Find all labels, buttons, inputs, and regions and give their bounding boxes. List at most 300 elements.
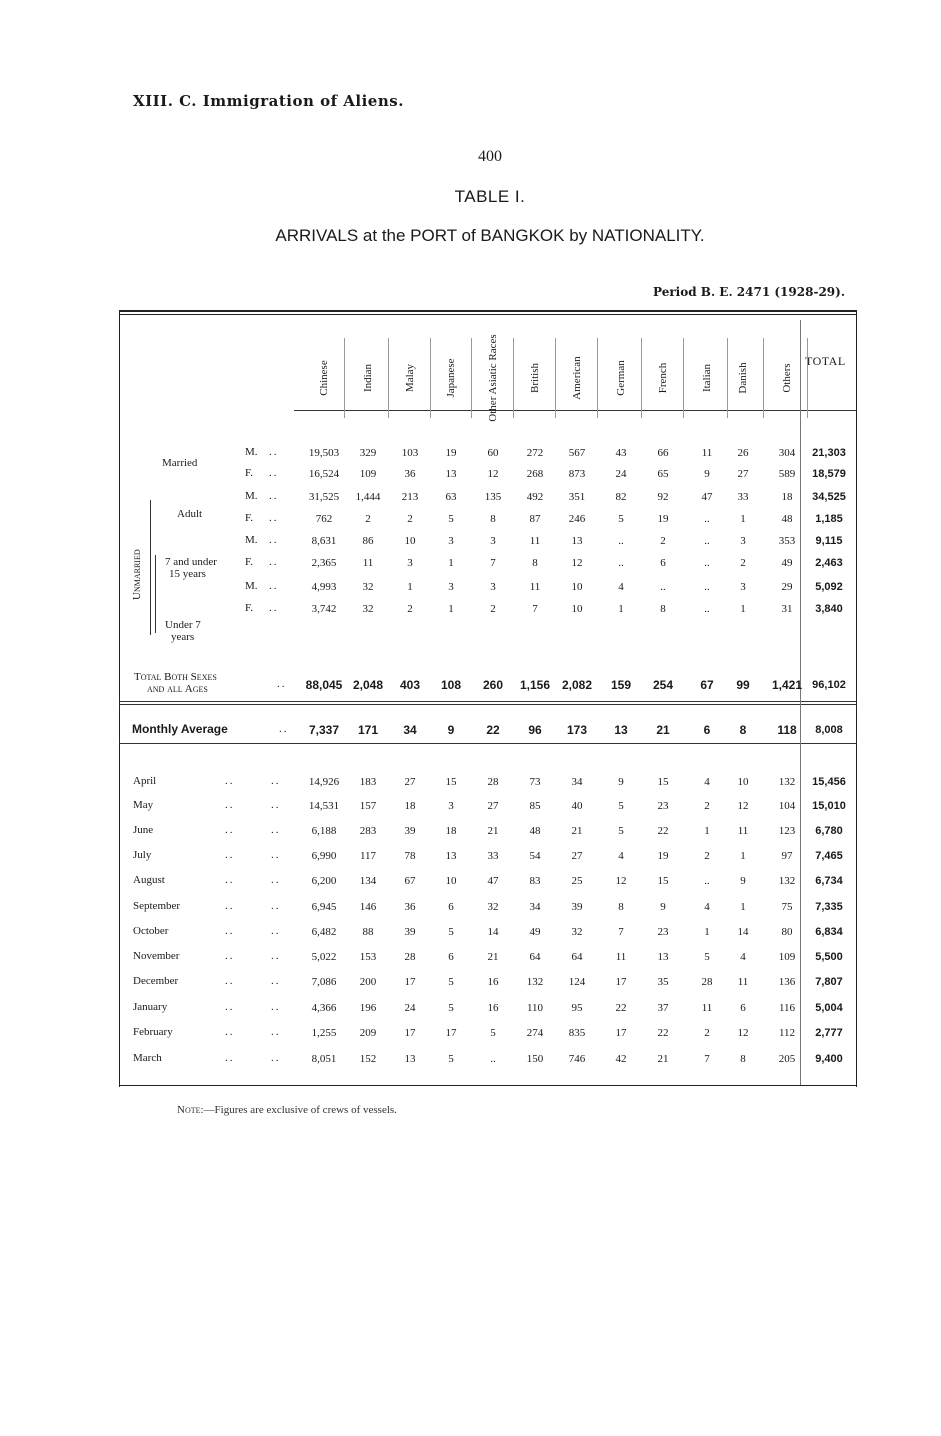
sex-male-label: M. <box>245 490 258 502</box>
table-top-rule <box>119 310 857 312</box>
month-label: March <box>133 1052 162 1064</box>
leader-dots: .. <box>271 849 281 861</box>
leader-dots: .. <box>225 950 235 962</box>
column-header-danish <box>723 350 763 406</box>
month-row-cell: 6 <box>448 951 454 963</box>
breakdown-row-cell: 329 <box>359 447 377 459</box>
month-row-cell: 32 <box>487 901 499 913</box>
breakdown-row-cell: 2 <box>490 603 496 615</box>
month-row-cell: .. <box>704 875 710 887</box>
month-row-cell: 17 <box>404 976 416 988</box>
month-row-cell: 6,482 <box>311 926 337 938</box>
table-subtitle: ARRIVALS at the PORT of BANGKOK by NATIONALITY. <box>275 226 705 245</box>
leader-dots: .. <box>277 678 287 690</box>
header-rule <box>294 410 856 411</box>
breakdown-row-cell: 19 <box>657 513 669 525</box>
month-row-cell: 746 <box>568 1053 586 1065</box>
breakdown-row-cell: 48 <box>781 513 793 525</box>
month-row-cell: 1 <box>704 825 710 837</box>
breakdown-row-cell: 2,365 <box>311 557 337 569</box>
breakdown-row-cell: 3 <box>740 535 746 547</box>
month-row-cell: 7,086 <box>311 976 337 988</box>
breakdown-row-cell: .. <box>618 535 624 547</box>
breakdown-row-cell: 5 <box>618 513 624 525</box>
monthly-average-label: Monthly Average <box>132 722 228 736</box>
column-divider <box>513 338 514 418</box>
month-row-cell: 4 <box>740 951 746 963</box>
section-heading: XIII. C. Immigration of Aliens. <box>133 92 404 110</box>
month-row-cell: 33 <box>487 850 499 862</box>
breakdown-row-cell: 82 <box>615 491 627 503</box>
column-header-italian <box>687 350 727 406</box>
breakdown-row-cell: 2 <box>660 535 666 547</box>
breakdown-row-cell: 3 <box>490 581 496 593</box>
breakdown-row-cell: 5 <box>448 513 454 525</box>
breakdown-row-cell: 92 <box>657 491 669 503</box>
breakdown-row-cell: 33 <box>737 491 749 503</box>
column-header-chinese <box>304 350 344 406</box>
month-row-cell: 283 <box>359 825 377 837</box>
month-row-cell: 274 <box>526 1027 544 1039</box>
column-header-text: Indian <box>362 363 374 393</box>
month-row-cell: 14,531 <box>308 800 340 812</box>
breakdown-row-cell: 24 <box>615 468 627 480</box>
leader-dots: .. <box>225 1052 235 1064</box>
monthly-average-row-total: 8,008 <box>815 724 843 736</box>
monthly-average-row-cell: 8 <box>739 723 747 737</box>
grand-total-row-cell: 403 <box>399 678 421 692</box>
month-row-cell: 146 <box>359 901 377 913</box>
breakdown-row-cell: 7 <box>532 603 538 615</box>
leader-dots: .. <box>225 900 235 912</box>
month-row-cell: 21 <box>571 825 583 837</box>
leader-dots: .. <box>225 1026 235 1038</box>
month-row-cell: 11 <box>701 1002 713 1014</box>
month-row-cell: 136 <box>778 976 796 988</box>
month-row-cell: 21 <box>657 1053 669 1065</box>
month-row-cell: 24 <box>404 1002 416 1014</box>
adult-label: Adult <box>177 508 203 520</box>
month-row-cell: 12 <box>615 875 627 887</box>
month-row-cell: 47 <box>487 875 499 887</box>
column-header-german <box>601 350 641 406</box>
breakdown-row-total: 2,463 <box>815 557 843 569</box>
column-divider <box>430 338 431 418</box>
monthly-average-row-cell: 96 <box>528 723 542 737</box>
leader-dots: .. <box>269 534 279 546</box>
breakdown-row-cell: 246 <box>568 513 586 525</box>
month-row-cell: 11 <box>737 976 749 988</box>
month-row-cell: 18 <box>404 800 416 812</box>
page-number: 400 <box>478 148 502 165</box>
age-7-15-label-line1: 7 and under <box>165 556 217 568</box>
breakdown-row-cell: .. <box>704 581 710 593</box>
column-header-text: Japanese <box>445 358 457 398</box>
month-row-cell: 13 <box>404 1053 416 1065</box>
month-row-cell: 132 <box>526 976 544 988</box>
age-7-15-label-line2: 15 years <box>169 568 206 580</box>
breakdown-row-cell: 589 <box>778 468 796 480</box>
month-row-cell: 21 <box>487 951 499 963</box>
leader-dots: .. <box>271 950 281 962</box>
breakdown-row-cell: 11 <box>529 581 541 593</box>
sex-female-label: F. <box>245 556 253 568</box>
month-row-total: 15,010 <box>812 800 846 812</box>
month-row-cell: 14 <box>737 926 749 938</box>
month-row-cell: 132 <box>778 776 796 788</box>
month-row-total: 7,807 <box>815 976 843 988</box>
breakdown-row-cell: 8 <box>490 513 496 525</box>
married-label: Married <box>162 457 198 469</box>
breakdown-row-cell: 10 <box>404 535 416 547</box>
breakdown-row-total: 5,092 <box>815 581 843 593</box>
leader-dots: .. <box>271 1001 281 1013</box>
column-divider <box>471 338 472 418</box>
month-row-cell: 116 <box>778 1002 796 1014</box>
month-row-cell: 157 <box>359 800 377 812</box>
month-row-cell: 48 <box>529 825 541 837</box>
column-header-text: Italian <box>701 363 713 393</box>
month-row-total: 7,465 <box>815 850 843 862</box>
breakdown-row-cell: 11 <box>529 535 541 547</box>
breakdown-row-cell: 2 <box>740 557 746 569</box>
month-row-cell: 5,022 <box>311 951 337 963</box>
month-row-cell: 134 <box>359 875 377 887</box>
breakdown-row-cell: 272 <box>526 447 544 459</box>
month-row-cell: 32 <box>571 926 583 938</box>
breakdown-row-cell: 4,993 <box>311 581 337 593</box>
breakdown-row-cell: 60 <box>487 447 499 459</box>
grand-total-row-cell: 159 <box>610 678 632 692</box>
month-row-cell: 85 <box>529 800 541 812</box>
month-row-cell: 6,200 <box>311 875 337 887</box>
month-row-cell: 110 <box>526 1002 544 1014</box>
month-row-cell: .. <box>490 1053 496 1065</box>
breakdown-row-cell: .. <box>704 513 710 525</box>
breakdown-row-cell: 2 <box>407 513 413 525</box>
leader-dots: .. <box>225 775 235 787</box>
leader-dots: .. <box>225 1001 235 1013</box>
grand-total-row-cell: 88,045 <box>305 678 343 692</box>
month-row-cell: 54 <box>529 850 541 862</box>
month-row-cell: 5 <box>448 976 454 988</box>
column-divider <box>641 338 642 418</box>
sex-male-label: M. <box>245 534 258 546</box>
month-row-cell: 27 <box>487 800 499 812</box>
month-row-cell: 78 <box>404 850 416 862</box>
month-row-cell: 73 <box>529 776 541 788</box>
sex-male-label: M. <box>245 446 258 458</box>
breakdown-row-cell: 36 <box>404 468 416 480</box>
month-row-cell: 88 <box>362 926 374 938</box>
monthly-average-row-cell: 6 <box>703 723 711 737</box>
month-row-cell: 4,366 <box>311 1002 337 1014</box>
month-label: October <box>133 925 169 937</box>
month-row-cell: 10 <box>445 875 457 887</box>
leader-dots: .. <box>225 849 235 861</box>
month-row-cell: 6,990 <box>311 850 337 862</box>
grand-total-row-cell: 254 <box>652 678 674 692</box>
breakdown-row-cell: 49 <box>781 557 793 569</box>
month-row-cell: 13 <box>657 951 669 963</box>
month-row-cell: 9 <box>660 901 666 913</box>
breakdown-row-total: 3,840 <box>815 603 843 615</box>
breakdown-row-cell: 1 <box>740 513 746 525</box>
column-divider <box>344 338 345 418</box>
month-row-cell: 39 <box>571 901 583 913</box>
unmarried-label: Unmarried <box>131 549 143 600</box>
breakdown-row-cell: 3,742 <box>311 603 337 615</box>
breakdown-row-cell: 32 <box>362 581 374 593</box>
breakdown-row-cell: 66 <box>657 447 669 459</box>
breakdown-row-cell: 2 <box>407 603 413 615</box>
column-header-japanese <box>431 350 471 406</box>
month-row-cell: 5 <box>448 926 454 938</box>
breakdown-row-cell: 3 <box>740 581 746 593</box>
column-divider <box>683 338 684 418</box>
month-row-cell: 205 <box>778 1053 796 1065</box>
month-row-cell: 109 <box>778 951 796 963</box>
breakdown-row-cell: 19,503 <box>308 447 340 459</box>
sex-female-label: F. <box>245 467 253 479</box>
leader-dots: .. <box>225 925 235 937</box>
month-row-cell: 7 <box>704 1053 710 1065</box>
young-brace <box>155 555 156 633</box>
month-row-cell: 12 <box>737 800 749 812</box>
month-row-cell: 132 <box>778 875 796 887</box>
leader-dots: .. <box>271 824 281 836</box>
month-row-total: 6,734 <box>815 875 843 887</box>
breakdown-row-total: 9,115 <box>815 535 843 547</box>
table-left-border <box>119 310 120 1087</box>
breakdown-row-cell: 18 <box>781 491 793 503</box>
month-row-cell: 117 <box>359 850 377 862</box>
month-row-total: 7,335 <box>815 901 843 913</box>
grand-total-row-cell: 108 <box>440 678 462 692</box>
column-header-text: Malay <box>404 363 416 393</box>
breakdown-row-total: 18,579 <box>812 468 846 480</box>
leader-dots: .. <box>279 723 289 735</box>
grand-total-row-cell: 2,048 <box>352 678 384 692</box>
breakdown-row-cell: 3 <box>448 581 454 593</box>
breakdown-row-cell: 11 <box>362 557 374 569</box>
month-row-cell: 25 <box>571 875 583 887</box>
month-row-cell: 8,051 <box>311 1053 337 1065</box>
month-row-cell: 13 <box>445 850 457 862</box>
column-header-malay <box>390 350 430 406</box>
breakdown-row-cell: 103 <box>401 447 419 459</box>
grand-total-row-cell: 99 <box>736 678 750 692</box>
table-title: TABLE I. <box>454 187 526 206</box>
breakdown-row-cell: .. <box>704 557 710 569</box>
total-label-line2: and all Ages <box>147 683 208 695</box>
month-row-cell: 11 <box>615 951 627 963</box>
breakdown-row-cell: 873 <box>568 468 586 480</box>
column-header-text: Danish <box>737 362 749 394</box>
breakdown-row-cell: 19 <box>445 447 457 459</box>
breakdown-row-cell: 268 <box>526 468 544 480</box>
month-row-cell: 97 <box>781 850 793 862</box>
month-row-cell: 1 <box>740 850 746 862</box>
month-row-cell: 6 <box>448 901 454 913</box>
breakdown-row-cell: 12 <box>571 557 583 569</box>
column-header-indian <box>348 350 388 406</box>
table-right-border <box>856 310 857 1087</box>
breakdown-row-cell: 8,631 <box>311 535 337 547</box>
leader-dots: .. <box>269 556 279 568</box>
column-header-text: American <box>571 356 583 400</box>
breakdown-row-cell: 47 <box>701 491 713 503</box>
breakdown-row-cell: .. <box>704 535 710 547</box>
breakdown-row-cell: 109 <box>359 468 377 480</box>
footnote <box>177 1104 397 1116</box>
breakdown-row-cell: 31,525 <box>308 491 340 503</box>
leader-dots: .. <box>271 799 281 811</box>
total-column-header: TOTAL <box>805 354 846 368</box>
breakdown-row-cell: 6 <box>660 557 666 569</box>
breakdown-row-cell: 1 <box>448 603 454 615</box>
month-row-cell: 209 <box>359 1027 377 1039</box>
month-row-cell: 2 <box>704 850 710 862</box>
leader-dots: .. <box>271 1052 281 1064</box>
breakdown-row-cell: 7 <box>490 557 496 569</box>
month-row-cell: 6,945 <box>311 901 337 913</box>
column-header-american <box>557 350 597 406</box>
monthly-average-row-cell: 173 <box>566 723 588 737</box>
breakdown-row-cell: 1 <box>618 603 624 615</box>
month-row-cell: 10 <box>737 776 749 788</box>
month-row-cell: 1 <box>740 901 746 913</box>
monthly-average-row-cell: 13 <box>614 723 628 737</box>
breakdown-row-cell: 567 <box>568 447 586 459</box>
column-divider <box>727 338 728 418</box>
month-row-cell: 8 <box>740 1053 746 1065</box>
month-row-cell: 12 <box>737 1027 749 1039</box>
breakdown-row-cell: 3 <box>448 535 454 547</box>
month-row-cell: 5 <box>704 951 710 963</box>
month-row-cell: 23 <box>657 926 669 938</box>
month-row-cell: 37 <box>657 1002 669 1014</box>
monthly-average-row-cell: 9 <box>447 723 455 737</box>
leader-dots: .. <box>269 512 279 524</box>
month-row-cell: 15 <box>657 776 669 788</box>
period-label: Period B. E. 2471 (1928-29). <box>653 285 845 299</box>
month-label: February <box>133 1026 173 1038</box>
month-row-cell: 22 <box>657 1027 669 1039</box>
breakdown-row-cell: 3 <box>490 535 496 547</box>
month-row-cell: 4 <box>704 776 710 788</box>
column-divider <box>597 338 598 418</box>
breakdown-row-cell: 87 <box>529 513 541 525</box>
column-divider <box>807 338 808 418</box>
month-row-cell: 21 <box>487 825 499 837</box>
leader-dots: .. <box>269 446 279 458</box>
month-row-cell: 28 <box>404 951 416 963</box>
month-row-cell: 67 <box>404 875 416 887</box>
monthly-average-row-cell: 34 <box>403 723 417 737</box>
breakdown-row-cell: .. <box>704 603 710 615</box>
month-row-cell: 64 <box>529 951 541 963</box>
month-row-total: 2,777 <box>815 1027 843 1039</box>
column-header-text: Others <box>781 363 793 393</box>
month-row-cell: 196 <box>359 1002 377 1014</box>
column-header-other-asiatic-races <box>473 334 513 422</box>
footnote-text: :—Figures are exclusive of crews of vessels. <box>200 1104 397 1116</box>
monthly-average-row-cell: 171 <box>357 723 379 737</box>
total-rule-double <box>119 704 857 705</box>
leader-dots: .. <box>225 975 235 987</box>
month-row-cell: 112 <box>778 1027 796 1039</box>
month-row-total: 6,780 <box>815 825 843 837</box>
month-row-cell: 95 <box>571 1002 583 1014</box>
monthly-average-row-cell: 7,337 <box>308 723 340 737</box>
leader-dots: .. <box>271 975 281 987</box>
month-row-cell: 15 <box>445 776 457 788</box>
month-row-cell: 5 <box>448 1053 454 1065</box>
breakdown-row-cell: 32 <box>362 603 374 615</box>
leader-dots: .. <box>269 602 279 614</box>
month-row-cell: 64 <box>571 951 583 963</box>
grand-total-row-cell: 67 <box>700 678 714 692</box>
month-label: June <box>133 824 154 836</box>
monthly-average-row-cell: 22 <box>486 723 500 737</box>
grand-total-row-cell: 2,082 <box>561 678 593 692</box>
month-row-cell: 39 <box>404 926 416 938</box>
breakdown-row-cell: 26 <box>737 447 749 459</box>
leader-dots: .. <box>269 490 279 502</box>
table-top-rule-inner <box>119 314 857 315</box>
breakdown-row-total: 1,185 <box>815 513 843 525</box>
month-row-cell: 5 <box>448 1002 454 1014</box>
month-row-cell: 3 <box>448 800 454 812</box>
month-label: August <box>133 874 165 886</box>
month-row-cell: 22 <box>657 825 669 837</box>
month-row-cell: 40 <box>571 800 583 812</box>
month-label: July <box>133 849 152 861</box>
sex-female-label: F. <box>245 602 253 614</box>
month-row-cell: 1 <box>704 926 710 938</box>
breakdown-row-cell: 8 <box>660 603 666 615</box>
grand-total-row-cell: 1,421 <box>771 678 803 692</box>
month-row-cell: 16 <box>487 1002 499 1014</box>
month-row-total: 6,834 <box>815 926 843 938</box>
month-row-cell: 4 <box>704 901 710 913</box>
month-row-cell: 22 <box>615 1002 627 1014</box>
leader-dots: .. <box>269 467 279 479</box>
month-row-cell: 124 <box>568 976 586 988</box>
breakdown-row-cell: 213 <box>401 491 419 503</box>
breakdown-row-cell: 86 <box>362 535 374 547</box>
column-header-french <box>643 350 683 406</box>
month-row-total: 9,400 <box>815 1053 843 1065</box>
breakdown-row-cell: 492 <box>526 491 544 503</box>
column-header-british <box>515 350 555 406</box>
month-row-cell: 14,926 <box>308 776 340 788</box>
breakdown-row-cell: 353 <box>778 535 796 547</box>
column-divider <box>388 338 389 418</box>
month-row-cell: 19 <box>657 850 669 862</box>
month-row-cell: 42 <box>615 1053 627 1065</box>
monthly-average-row-cell: 118 <box>777 723 797 737</box>
month-row-cell: 123 <box>778 825 796 837</box>
month-row-cell: 9 <box>618 776 624 788</box>
under-7-label-line1: Under 7 <box>165 619 201 631</box>
leader-dots: .. <box>269 580 279 592</box>
month-row-cell: 153 <box>359 951 377 963</box>
month-row-cell: 5 <box>490 1027 496 1039</box>
monthly-average-row-cell: 21 <box>656 723 670 737</box>
month-row-cell: 28 <box>487 776 499 788</box>
